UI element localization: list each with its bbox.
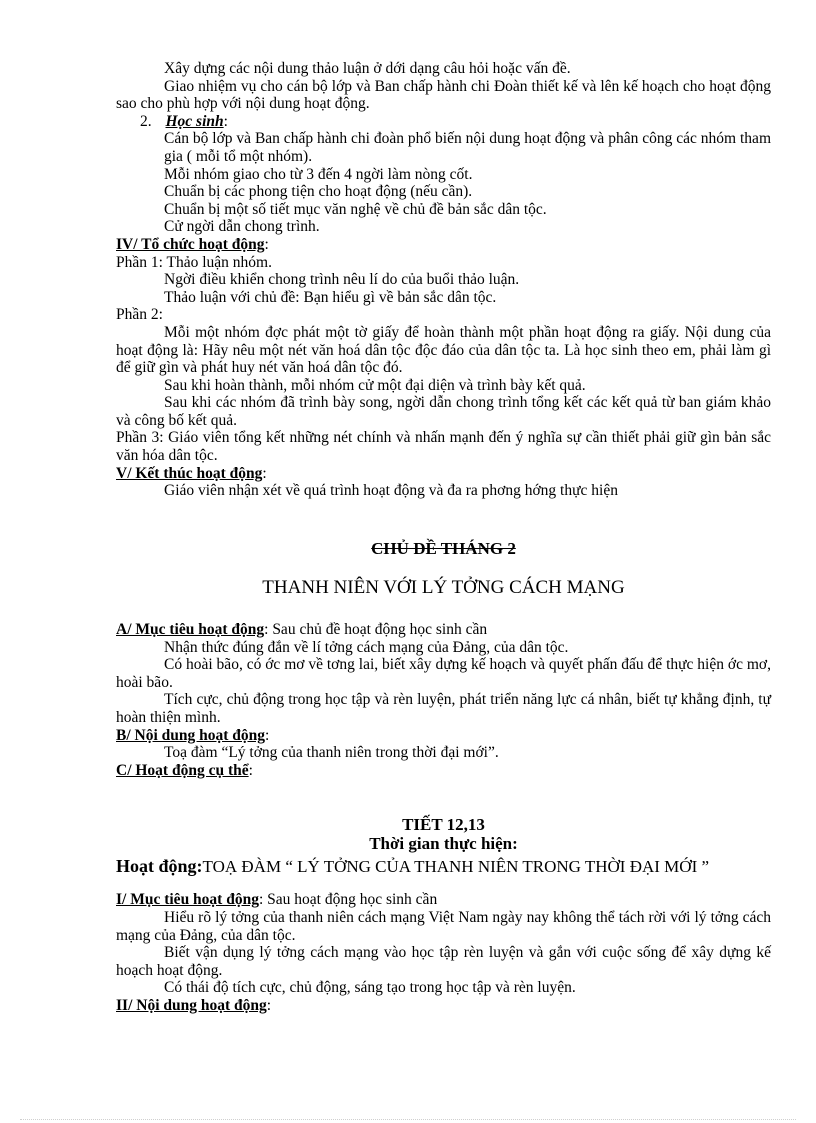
heading-tail: : Sau hoạt động học sinh cần — [258, 891, 438, 909]
section-heading-ii — [116, 997, 771, 1015]
heading-text: V/ Kết thúc hoạt động — [116, 464, 263, 482]
paragraph: Thảo luận với chủ đề: Bạn hiểu gì về bản sắc dân tộc. — [164, 288, 497, 306]
section-heading-v — [116, 465, 771, 483]
paragraph: Có thái độ tích cực, chủ động, sáng tạo trong học tập và rèn luyện. — [164, 979, 576, 997]
paragraph: Biết vận dụng lý tởng cách mạng vào học tập rèn luyện và gắn với cuộc sống để xây dựng kế hoạch hoạt động. — [116, 944, 771, 979]
heading-text: B/ Nội dung hoạt động — [116, 726, 266, 744]
paragraph: Xây dựng các nội dung thảo luận ở dới dạng câu hỏi hoặc vấn đề. — [164, 60, 571, 77]
paragraph: Phần 3: Giáo viên tổng kết những nét chính và nhấn mạnh đến ý nghĩa sự cần thiết phải giữ gìn bản sắc văn hóa dân tộc. — [116, 429, 771, 465]
paragraph: Hiểu rõ lý tởng của thanh niên cách mạng Việt Nam ngày nay không thể tách rời với lý tởng cách mạng của Đảng, của dân tộc. — [116, 908, 771, 944]
heading-text: C/ Hoạt động cụ thể — [116, 761, 249, 779]
paragraph: Cán bộ lớp và Ban chấp hành chi đoàn phổ biến nội dung hoạt động và phân công các nhóm tham gia ( mỗi tổ một nhóm). — [164, 130, 771, 165]
colon: : — [265, 726, 270, 744]
paragraph: Toạ đàm “Lý tởng của thanh niên trong thời đại mới”. — [164, 744, 499, 762]
colon: : — [266, 996, 272, 1014]
section-heading-c — [116, 762, 771, 780]
colon: : — [264, 621, 269, 639]
paragraph: Chuẩn bị một số tiết mục văn nghệ về chủ đề bản sắc dân tộc. — [164, 200, 547, 218]
activity-label: Hoạt động: — [116, 856, 203, 877]
month-title: CHỦ ĐỀ THÁNG 2 — [371, 538, 516, 558]
paragraph: Nhận thức đúng đắn về lí tởng cách mạng của Đảng, của dân tộc. — [164, 638, 569, 656]
colon: : — [223, 112, 228, 130]
lesson-number: TIẾT 12,13 — [402, 815, 485, 835]
page-bottom-divider — [20, 1119, 796, 1120]
paragraph: Mỗi nhóm giao cho từ 3 đến 4 ngời làm nòng cốt. — [164, 165, 473, 183]
month-subtitle: THANH NIÊN VỚI LÝ TỞNG CÁCH MẠNG — [262, 577, 625, 599]
paragraph: Mỗi một nhóm đợc phát một tờ giấy để hoàn thành một phần hoạt động ra giấy. Nội dung của hoạt động là: Hãy nêu một nét văn hoá dân tộc độc đáo của dân tộc ta. Là học sinh theo em, phải làm gì để giữ gìn và phát huy nét văn hoá dân tộc đó. — [116, 323, 771, 377]
paragraph: Sau khi các nhóm đã trình bày song, ngời dẫn chong trình tổng kết các kết quả từ ban giám khảo và công bố kết quả. — [116, 394, 771, 429]
paragraph: Cử ngời dẫn chong trình. — [164, 218, 320, 236]
heading-text: I/ Mục tiêu hoạt động — [116, 891, 259, 909]
lesson-time: Thời gian thực hiện: — [369, 834, 518, 854]
paragraph: Chuẩn bị các phong tiện cho hoạt động (nếu cần). — [164, 183, 473, 201]
colon: : — [262, 464, 267, 482]
paragraph: Phần 2: — [116, 306, 163, 324]
paragraph: Sau khi hoàn thành, mỗi nhóm cử một đại diện và trình bày kết quả. — [164, 376, 586, 394]
section-heading-a — [116, 621, 771, 639]
document-page — [116, 60, 771, 1015]
paragraph: Có hoài bão, có ớc mơ về tơng lai, biết xây dựng kế hoạch và quyết phấn đấu để thực hiện ớc mơ, hoài bão. — [116, 656, 771, 691]
section-heading-i — [116, 891, 771, 909]
paragraph: Giáo viên nhận xét về quá trình hoạt động và đa ra phơng hớng thực hiện — [164, 482, 618, 500]
section-heading-iv — [116, 236, 771, 254]
activity-title — [116, 855, 771, 877]
paragraph: Ngời điều khiển chong trình nêu lí do của buổi thảo luận. — [164, 271, 520, 289]
paragraph: Tích cực, chủ động trong học tập và rèn luyện, phát triển năng lực cá nhân, biết tự khẳng định, tự hoàn thiện mình. — [116, 691, 771, 726]
heading-text: IV/ Tổ chức hoạt động — [116, 235, 265, 253]
section-heading-b — [116, 727, 771, 745]
colon: : — [248, 761, 253, 779]
list-number: 2. — [140, 112, 152, 130]
heading-tail: Sau chủ đề hoạt động học sinh cần — [268, 621, 488, 639]
colon: : — [264, 235, 269, 253]
activity-text: TOẠ ĐÀM “ LÝ TỞNG CỦA THANH NIÊN TRONG THỜI ĐẠI MỚI ” — [202, 857, 710, 877]
heading-text: II/ Nội dung hoạt động — [116, 996, 267, 1014]
paragraph: Phần 1: Thảo luận nhóm. — [116, 253, 272, 271]
student-heading — [116, 113, 771, 131]
heading-text: A/ Mục tiêu hoạt động — [116, 621, 265, 639]
paragraph: Giao nhiệm vụ cho cán bộ lớp và Ban chấp hành chi Đoàn thiết kế và lên kế hoạch cho hoạt động sao cho phù hợp với nội dung hoạt động. — [116, 77, 771, 113]
student-label: Học sinh — [165, 112, 224, 130]
